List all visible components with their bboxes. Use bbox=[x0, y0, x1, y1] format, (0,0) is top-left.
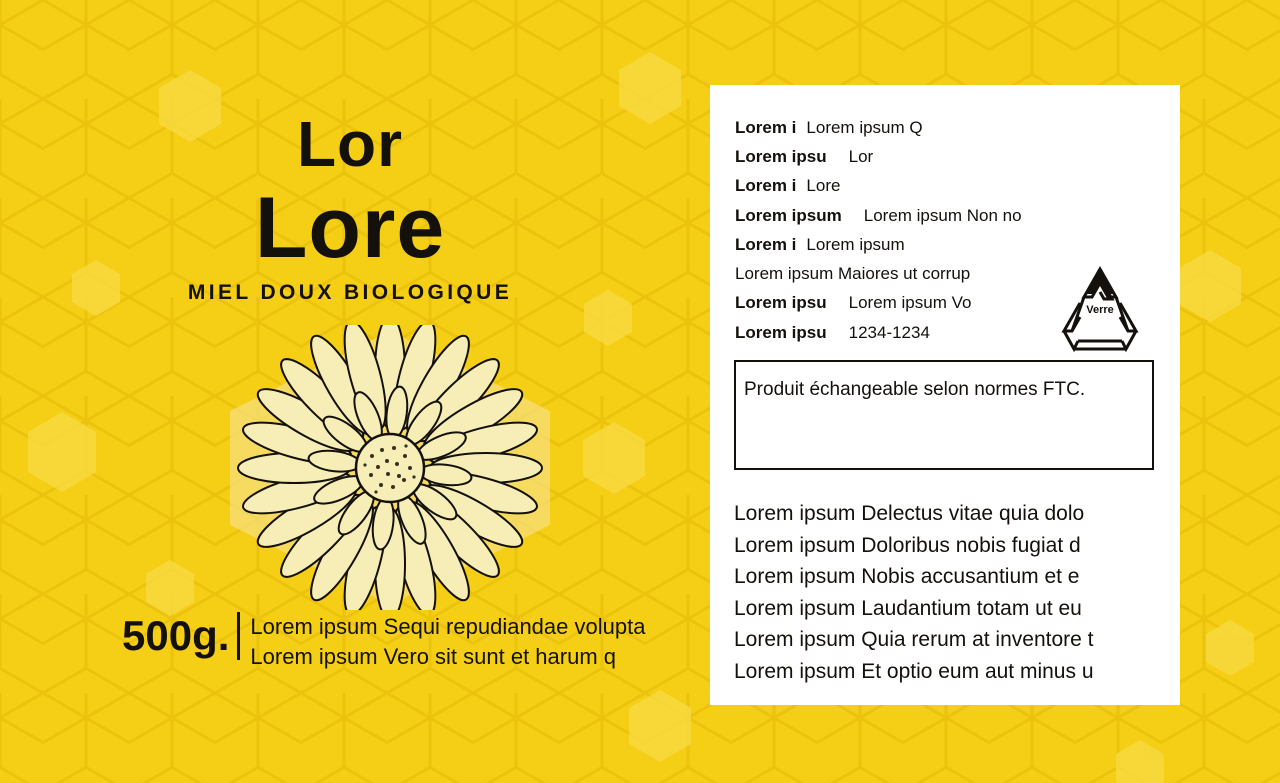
weight-and-description bbox=[122, 612, 645, 671]
paragraph-line: Lorem ipsum Nobis accusantium et e bbox=[734, 565, 1080, 588]
paragraph-line: Lorem ipsum Delectus vitae quia dolo bbox=[734, 502, 1085, 525]
spec-value: Lorem ipsum bbox=[806, 234, 905, 254]
spec-key: Lorem ipsum Maiores ut corrup bbox=[735, 264, 971, 284]
spec-value: Lorem ipsum Non no bbox=[863, 205, 1022, 225]
spec-row bbox=[735, 142, 1065, 171]
product-description bbox=[240, 612, 645, 671]
spec-row bbox=[735, 113, 1065, 142]
spec-key: Lorem i bbox=[735, 234, 797, 254]
spec-key: Lorem ipsu bbox=[735, 147, 827, 167]
spec-value: Lor bbox=[848, 147, 874, 167]
spec-row bbox=[735, 171, 1065, 200]
spec-value: Lorem ipsum Vo bbox=[848, 293, 972, 313]
ingredients-paragraph bbox=[734, 498, 1164, 687]
spec-key: Lorem i bbox=[735, 118, 797, 137]
spec-key: Lorem ipsu bbox=[735, 322, 827, 342]
brand-name-main: Lore bbox=[254, 180, 446, 276]
paragraph-line: Lorem ipsum Quia rerum at inventore t bbox=[734, 628, 1094, 651]
spec-value: Lore bbox=[806, 176, 841, 196]
spec-row bbox=[735, 318, 1065, 347]
spec-key: Lorem ipsu bbox=[735, 293, 827, 313]
spec-row bbox=[735, 230, 1065, 259]
product-tagline: MIEL DOUX BIOLOGIQUE bbox=[187, 281, 513, 304]
product-description-line: Lorem ipsum Sequi repudiandae volupta bbox=[250, 614, 646, 639]
sunflower-illustration-icon bbox=[215, 325, 565, 610]
spec-key: Lorem i bbox=[735, 176, 797, 196]
spec-row bbox=[735, 201, 1065, 230]
brand-name-top: Lor bbox=[296, 108, 404, 180]
recycling-triangle-icon bbox=[1050, 265, 1150, 355]
spec-row bbox=[735, 288, 1065, 317]
specification-list bbox=[735, 113, 1065, 347]
recycle-material-label: Verre bbox=[1086, 304, 1114, 316]
paragraph-line: Lorem ipsum Laudantium totam ut eu bbox=[734, 596, 1082, 620]
notice-text: Produit échangeable selon normes FTC. bbox=[744, 379, 1086, 400]
paragraph-line: Lorem ipsum Doloribus nobis fugiat d bbox=[734, 533, 1081, 557]
notice-box bbox=[734, 360, 1154, 470]
net-weight: 500g. bbox=[122, 612, 240, 660]
spec-key: Lorem ipsum bbox=[735, 205, 842, 225]
spec-row bbox=[735, 259, 1065, 288]
spec-value: 1234-1234 bbox=[848, 322, 930, 342]
info-card bbox=[710, 85, 1180, 705]
spec-value: Lorem ipsum Q bbox=[806, 118, 923, 137]
paragraph-line: Lorem ipsum Et optio eum aut minus u bbox=[734, 659, 1094, 683]
product-description-line: Lorem ipsum Vero sit sunt et harum q bbox=[250, 643, 617, 669]
